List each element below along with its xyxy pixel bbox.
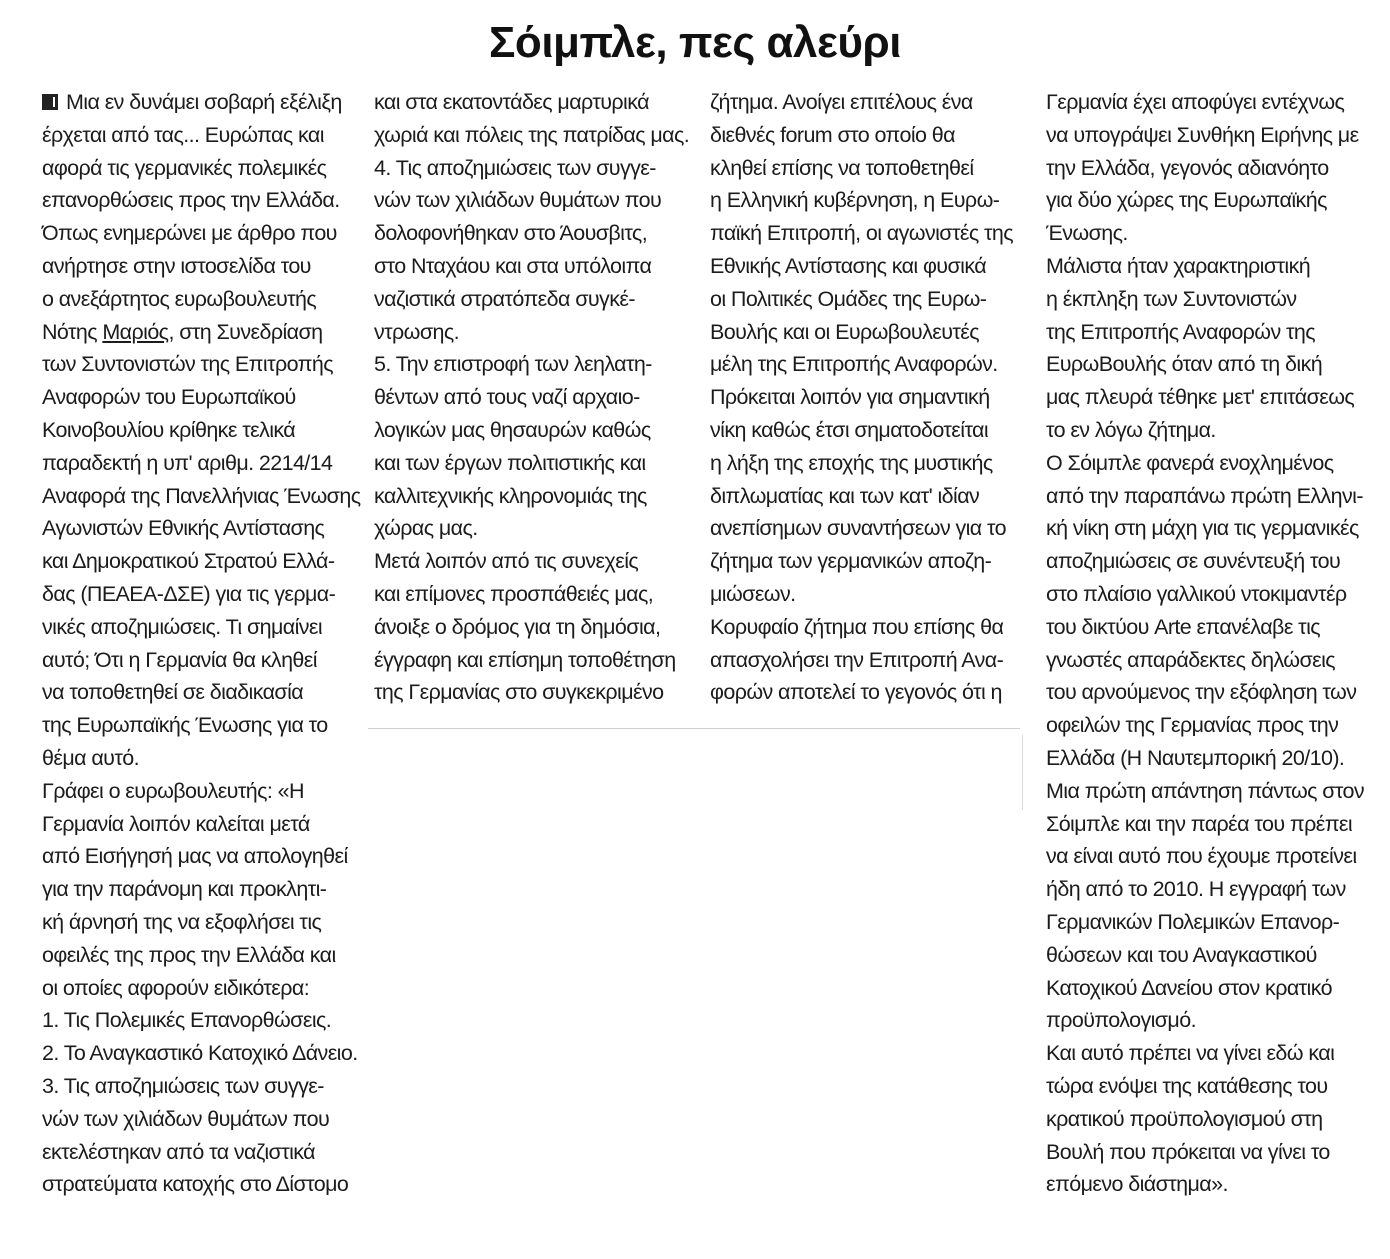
text-line: ζήτημα των γερμανικών αποζη- bbox=[710, 549, 992, 574]
text-line: και Δημοκρατικού Στρατού Ελλά- bbox=[42, 549, 335, 574]
text-line: για δύο χώρες της Ευρωπαϊκής bbox=[1046, 188, 1327, 213]
text-line: επανορθώσεις προς την Ελλάδα. bbox=[42, 188, 340, 213]
text-line: Γερμανία λοιπόν καλείται μετά bbox=[42, 811, 310, 836]
text-line: κρατικού προϋπολογισμού στη bbox=[1046, 1106, 1323, 1131]
paragraph bbox=[42, 86, 361, 775]
text-line: 4. Τις αποζημιώσεις των συγγε- bbox=[374, 155, 656, 180]
text-line: Σόιμπλε και την παρέα του πρέπει bbox=[1046, 811, 1353, 836]
text-line: Πρόκειται λοιπόν για σημαντική bbox=[710, 385, 990, 410]
text-line: Βουλή που πρόκειται να γίνει το bbox=[1046, 1139, 1330, 1164]
text-line: νών των χιλιάδων θυμάτων που bbox=[374, 188, 662, 213]
text-line: η έκπληξη των Συντονιστών bbox=[1046, 286, 1297, 311]
text-line: θώσεων και του Αναγκαστικού bbox=[1046, 942, 1317, 967]
paragraph bbox=[1046, 1037, 1356, 1201]
article-start-marker-icon bbox=[42, 94, 58, 110]
text-line: και στα εκατοντάδες μαρτυρικά bbox=[374, 90, 649, 114]
text-line: Νότης Μαριός, στη Συνεδρίαση bbox=[42, 319, 323, 344]
text-line: αποζημιώσεις σε συνέντευξή του bbox=[1046, 549, 1341, 574]
text-line: Αγωνιστών Εθνικής Αντίστασης bbox=[42, 516, 325, 541]
paragraph bbox=[374, 86, 690, 545]
paragraph bbox=[1046, 86, 1359, 250]
column-divider-rule-vertical bbox=[1022, 735, 1023, 810]
text-line: στρατεύματα κατοχής στο Δίστομο bbox=[42, 1172, 349, 1197]
paragraph bbox=[42, 775, 358, 1201]
column-divider-rule bbox=[368, 728, 1020, 729]
text-line: Γράφει ο ευρωβουλευτής: «Η bbox=[42, 778, 304, 803]
underlined-name: Μαριός bbox=[102, 319, 169, 344]
text-line: ήδη από το 2010. Η εγγραφή των bbox=[1046, 877, 1346, 902]
text-line: νών των χιλιάδων θυμάτων που bbox=[42, 1106, 330, 1131]
text-line: Ένωσης. bbox=[1046, 221, 1128, 246]
text-line: έγγραφη και επίσημη τοποθέτηση bbox=[374, 647, 676, 672]
text-line: Αναφορών του Ευρωπαϊκού bbox=[42, 385, 296, 410]
text-line: χώρας μας. bbox=[374, 516, 478, 541]
text-line: η λήξη της εποχής της μυστικής bbox=[710, 450, 993, 475]
text-line: κή νίκη στη μάχη για τις γερμανικές bbox=[1046, 516, 1359, 541]
article-column-2 bbox=[374, 86, 690, 709]
text-line: Μια εν δυνάμει σοβαρή εξέλιξη bbox=[42, 86, 342, 119]
text-line: απασχολήσει την Επιτροπή Ανα- bbox=[710, 647, 1004, 672]
text-line: Αναφορά της Πανελλήνιας Ένωσης bbox=[42, 483, 361, 508]
text-line: Κατοχικού Δανείου στον κρατικό bbox=[1046, 975, 1332, 1000]
text-line: Γερμανία έχει αποφύγει εντέχνως bbox=[1046, 90, 1345, 114]
text-line: νίκη καθώς έτσι σηματοδοτείται bbox=[710, 417, 989, 442]
paragraph bbox=[1046, 447, 1365, 1037]
text-line: παραδεκτή η υπ' αριθμ. 2214/14 bbox=[42, 450, 333, 475]
text-line: οφειλές της προς την Ελλάδα και bbox=[42, 942, 336, 967]
text-line: ζήτημα. Ανοίγει επιτέλους ένα bbox=[710, 90, 973, 114]
article-column-4 bbox=[1046, 86, 1365, 1201]
text-line: Γερμανικών Πολεμικών Επανορ- bbox=[1046, 909, 1340, 934]
article-column-1 bbox=[42, 86, 361, 1201]
text-line: Κοινοβουλίου κρίθηκε τελικά bbox=[42, 417, 296, 442]
text-line: οφειλών της Γερμανίας προς την bbox=[1046, 713, 1339, 738]
text-line: Ο Σόιμπλε φανερά ενοχλημένος bbox=[1046, 450, 1334, 475]
text-line: να είναι αυτό που έχουμε προτείνει bbox=[1046, 844, 1357, 869]
text-line: Μια πρώτη απάντηση πάντως στον bbox=[1046, 778, 1365, 803]
text-line: παϊκή Επιτροπή, οι αγωνιστές της bbox=[710, 221, 1013, 246]
text-line: των Συντονιστών της Επιτροπής bbox=[42, 352, 334, 377]
text-line: το εν λόγω ζήτημα. bbox=[1046, 417, 1216, 442]
text-line: ντρωσης. bbox=[374, 319, 460, 344]
text-line: κληθεί επίσης να τοποθετηθεί bbox=[710, 155, 974, 180]
text-line: μιώσεων. bbox=[710, 581, 796, 606]
text-line: του δικτύου Arte επανέλαβε τις bbox=[1046, 614, 1321, 639]
article-column-3 bbox=[710, 86, 1015, 709]
text-line: της Ευρωπαϊκής Ένωσης για το bbox=[42, 713, 328, 738]
text-line: γνωστές απαράδεκτες δηλώσεις bbox=[1046, 647, 1336, 672]
text-line: μας πλευρά τέθηκε μετ' επιτάσεως bbox=[1046, 385, 1355, 410]
text-line: από Εισήγησή μας να απολογηθεί bbox=[42, 844, 348, 869]
text-line: την Ελλάδα, γεγονός αδιανόητο bbox=[1046, 155, 1329, 180]
text-line: διπλωματίας και των κατ' ιδίαν bbox=[710, 483, 980, 508]
text-line: 3. Τις αποζημιώσεις των συγγε- bbox=[42, 1073, 324, 1098]
headline: Σόιμπλε, πες αλεύρι bbox=[489, 18, 901, 67]
paragraph bbox=[710, 86, 1015, 611]
text-line: προϋπολογισμό. bbox=[1046, 1008, 1196, 1033]
text-line: Και αυτό πρέπει να γίνει εδώ και bbox=[1046, 1041, 1335, 1066]
text-line: να τοποθετηθεί σε διαδικασία bbox=[42, 680, 304, 705]
text-line: καλλιτεχνικής κληρονομιάς της bbox=[374, 483, 647, 508]
text-line: Μετά λοιπόν από τις συνεχείς bbox=[374, 549, 639, 574]
text-line: επόμενο διάστημα». bbox=[1046, 1172, 1228, 1197]
text-line: Βουλής και οι Ευρωβουλευτές bbox=[710, 319, 980, 344]
text-line: οι οποίες αφορούν ειδικότερα: bbox=[42, 975, 310, 1000]
text-line: νικές αποζημιώσεις. Τι σημαίνει bbox=[42, 614, 323, 639]
text-line: ναζιστικά στρατόπεδα συγκέ- bbox=[374, 286, 635, 311]
text-line: Όπως ενημερώνει με άρθρο που bbox=[42, 221, 337, 246]
text-line: στο Νταχάου και στα υπόλοιπα bbox=[374, 253, 652, 278]
text-line: στο πλαίσιο γαλλικού ντοκιμαντέρ bbox=[1046, 581, 1347, 606]
text-line: από την παραπάνω πρώτη Ελληνι- bbox=[1046, 483, 1363, 508]
text-line: έρχεται από τας... Ευρώπας και bbox=[42, 122, 324, 147]
paragraph bbox=[710, 611, 1015, 709]
text-line: για την παράνομη και προκλητι- bbox=[42, 877, 327, 902]
text-line: και των έργων πολιτιστικής και bbox=[374, 450, 646, 475]
text-line: δολοφονήθηκαν στο Άουσβιτς, bbox=[374, 221, 648, 246]
text-line: διεθνές forum στο οποίο θα bbox=[710, 122, 955, 147]
text-line: ΕυρωΒουλής όταν από τη δική bbox=[1046, 352, 1323, 377]
text-line: οι Πολιτικές Ομάδες της Ευρω- bbox=[710, 286, 987, 311]
text-line: άνοιξε ο δρόμος για τη δημόσια, bbox=[374, 614, 661, 639]
text-line: ο ανεξάρτητος ευρωβουλευτής bbox=[42, 286, 317, 311]
text-line: της Γερμανίας στο συγκεκριμένο bbox=[374, 680, 664, 705]
text-line: φορών αποτελεί το γεγονός ότι η bbox=[710, 680, 1002, 705]
text-line: αυτό; Ότι η Γερμανία θα κληθεί bbox=[42, 647, 317, 672]
text-line: 2. Το Αναγκαστικό Κατοχικό Δάνειο. bbox=[42, 1041, 358, 1066]
text-line: θέμα αυτό. bbox=[42, 745, 139, 770]
text-line: Κορυφαίο ζήτημα που επίσης θα bbox=[710, 614, 1004, 639]
text-line: Εθνικής Αντίστασης και φυσικά bbox=[710, 253, 987, 278]
text-line: μέλη της Επιτροπής Αναφορών. bbox=[710, 352, 998, 377]
paragraph bbox=[1046, 250, 1356, 447]
text-line: να υπογράψει Συνθήκη Ειρήνης με bbox=[1046, 122, 1359, 147]
text-line: και επίμονες προσπάθειές μας, bbox=[374, 581, 654, 606]
paragraph bbox=[374, 545, 680, 709]
text-line: 5. Την επιστροφή των λεηλατη- bbox=[374, 352, 652, 377]
text-line: χωριά και πόλεις της πατρίδας μας. bbox=[374, 122, 690, 147]
text-line: ανεπίσημων συναντήσεων για το bbox=[710, 516, 1006, 541]
text-line: Ελλάδα (Η Ναυτεμπορική 20/10). bbox=[1046, 745, 1345, 770]
text-line: 1. Τις Πολεμικές Επανορθώσεις. bbox=[42, 1008, 332, 1033]
text-line: εκτελέστηκαν από τα ναζιστικά bbox=[42, 1139, 315, 1164]
text-line: δας (ΠΕΑΕΑ-ΔΣΕ) για τις γερμα- bbox=[42, 581, 336, 606]
text-line: του αρνούμενος την εξόφληση των bbox=[1046, 680, 1357, 705]
text-line: Μάλιστα ήταν χαρακτηριστική bbox=[1046, 253, 1311, 278]
text-line: της Επιτροπής Αναφορών της bbox=[1046, 319, 1316, 344]
text-line: ανήρτησε στην ιστοσελίδα του bbox=[42, 253, 311, 278]
text-line: λογικών μας θησαυρών καθώς bbox=[374, 417, 651, 442]
text-line: θέντων από τους ναζί αρχαιο- bbox=[374, 385, 640, 410]
text-line: η Ελληνική κυβέρνηση, η Ευρω- bbox=[710, 188, 1000, 213]
text-line: κή άρνησή της να εξοφλήσει τις bbox=[42, 909, 322, 934]
text-line: αφορά τις γερμανικές πολεμικές bbox=[42, 155, 327, 180]
text-line: τώρα ενόψει της κατάθεσης του bbox=[1046, 1073, 1328, 1098]
